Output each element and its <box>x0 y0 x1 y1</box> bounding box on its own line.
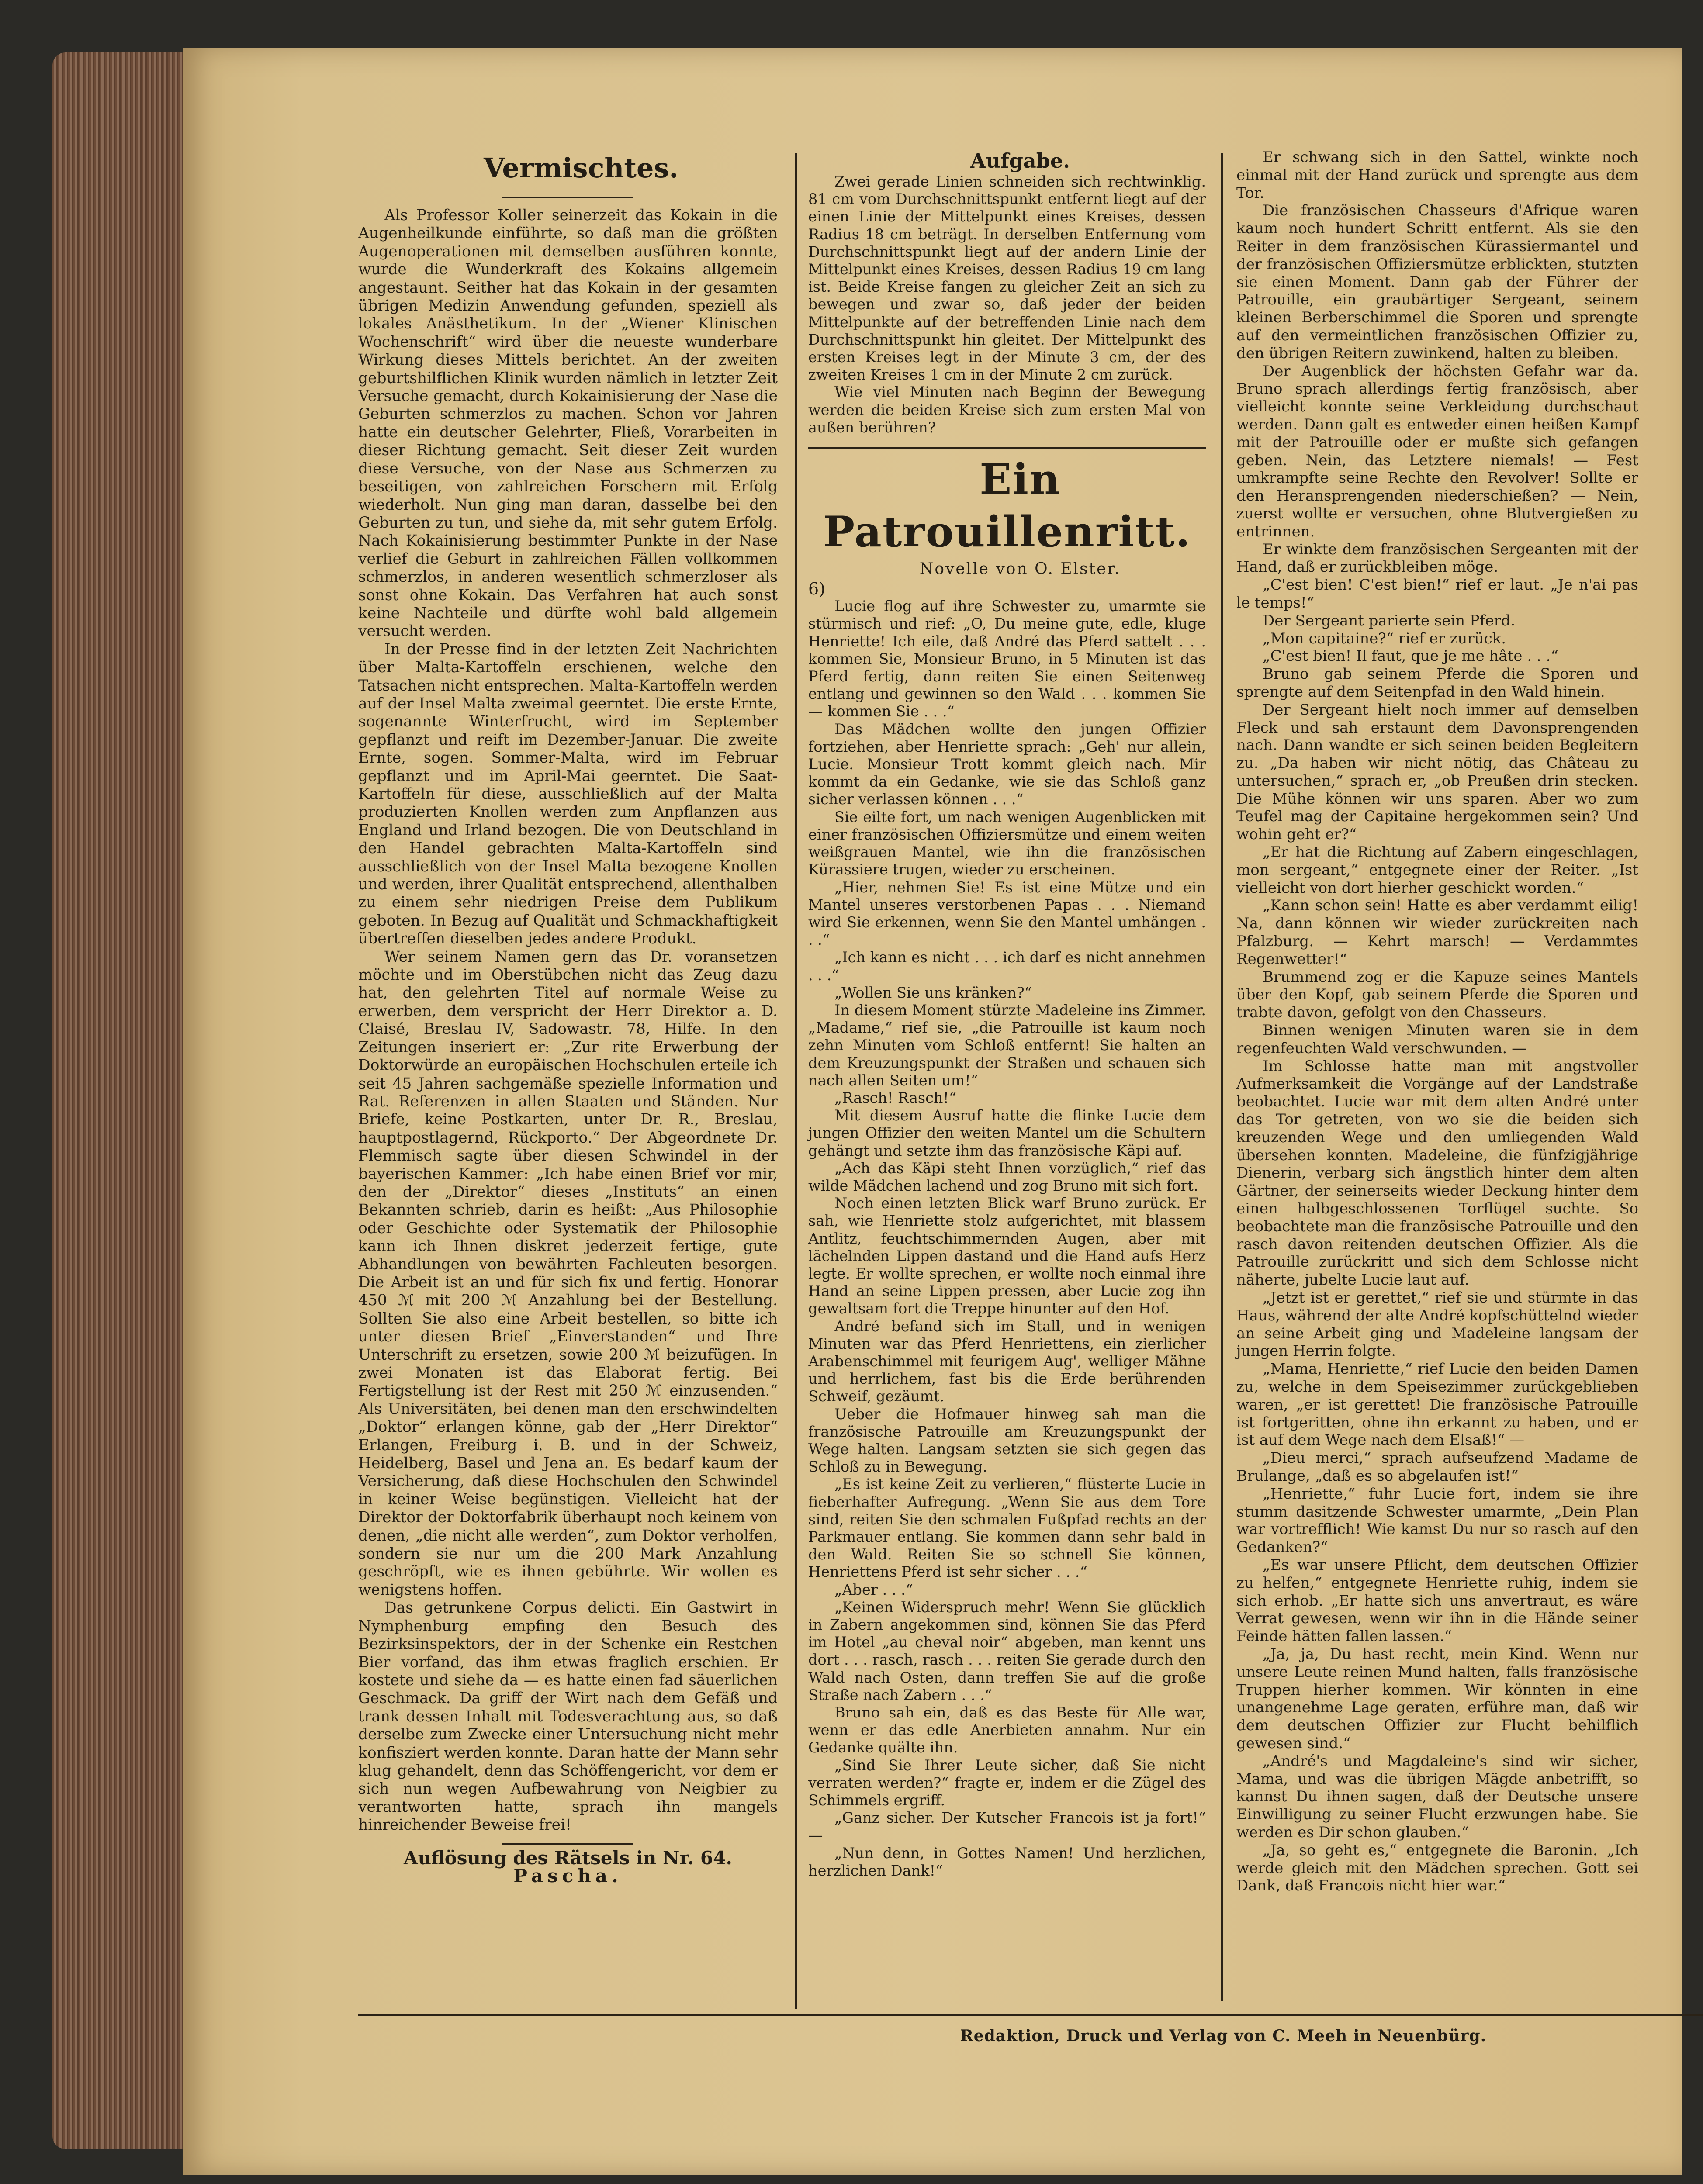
aufgabe-question: Wie viel Minuten nach Beginn der Bewegung werden die beiden Kreise sich zum ersten Mal von außen berühren? <box>808 384 1206 436</box>
novel-paragraph: Ueber die Hofmauer hinweg sah man die französische Patrouille am Kreuzungspunkt der Wege halten. Langsam setzten sie sich gegen das Schloß zu in Bewegung. <box>808 1405 1206 1476</box>
novel-paragraph: „Keinen Widerspruch mehr! Wenn Sie glücklich in Zabern angekommen sind, können Sie das Pferd im Hotel „au cheval noir“ abgeben, man kennt uns dort . . . rasch, rasch . . . reiten Sie gerade durch den Wald nach Osten, dann treffen Sie auf die große Straße nach Zabern . . .“ <box>808 1598 1206 1704</box>
novel-paragraph: Bruno sah ein, daß es das Beste für Alle war, wenn er das edle Anerbieten annahm. Nur ein Gedanke quälte ihn. <box>808 1704 1206 1756</box>
riddle-solution-answer: Pascha. <box>513 1865 623 1887</box>
novel-paragraph: Brummend zog er die Kapuze seines Mantels über den Kopf, gab seinem Pferde die Sporen und trabte davon, gefolgt von den Chasseurs. <box>1236 968 1638 1022</box>
novel-subtitle: Novelle von O. Elster. <box>919 560 1121 578</box>
novel-paragraph: Der Sergeant hielt noch immer auf demselben Fleck und sah erstaunt dem Davonsprengenden nach. Dann wandte er sich seinen beiden Begleitern zu. „Da haben wir nicht nötig, das Château zu untersuchen,“ sprach er, „ob Preußen drin stecken. Die Mühe können wir uns sparen. Aber wo zum Teufel mag der Capitaine hergekommen sein? Und wohin geht er?“ <box>1236 701 1638 843</box>
novel-paragraph: Die französischen Chasseurs d'Afrique waren kaum noch hundert Schritt entfernt. Als sie den Reiter in dem französischen Kürassiermantel und der französischen Offiziersmütze erblickten, stutzten sie einen Moment. Dann gab der Führer der Patrouille, ein graubärtiger Sergeant, seinem kleinen Berberschimmel die Sporen und sprengte auf den vermeintlichen französischen Offizier zu, den übrigen Reitern zuwinkend, halten zu bleiben. <box>1236 202 1638 362</box>
article-corpus-delicti: Das getrunkene Corpus delicti. Ein Gastwirt in Nymphenburg empfing den Besuch des Bezirksinspektors, der in der Schenke ein Restchen Bier vorfand, das ihm etwas fraglich erschien. Er kostete und siehe da — es hatte einen fad säuerlichen Geschmack. Da griff der Wirt nach dem Gefäß und trank dessen Inhalt mit Todesverachtung aus, so daß derselbe zum Zwecke einer Untersuchung nicht mehr konfisziert werden konnte. Daran hatte der Mann sehr klug gehandelt, denn das Schöffengericht, vor dem er sich nun wegen Aufbewahrung von Neigbier zu verantworten hatte, sprach ihn mangels hinreichender Beweise frei! <box>358 1599 778 1834</box>
novel-paragraph: „Hier, nehmen Sie! Es ist eine Mütze und ein Mantel unseres verstorbenen Papas . . . Niemand wird Sie erkennen, wenn Sie den Mantel umhängen . . .“ <box>808 878 1206 949</box>
novel-paragraph: Das Mädchen wollte den jungen Offizier fortziehen, aber Henriette sprach: „Geh' nur allein, Lucie. Monsieur Trott kommt gleich nach. Mir kommt da ein Gedanke, wie sie das Schloß ganz sicher verlassen können . . .“ <box>808 720 1206 808</box>
novel-paragraph: „Jetzt ist er gerettet,“ rief sie und stürmte in das Haus, während der alte André kopfschüttelnd wieder an seine Arbeit ging und Madeleine langsam der jungen Herrin folgte. <box>1236 1289 1638 1360</box>
bottom-rule <box>358 2014 1703 2016</box>
novel-paragraph: „C'est bien! Il faut, que je me hâte . . .“ <box>1263 647 1558 665</box>
column-vermischtes <box>358 149 778 1885</box>
solution-rule <box>502 1843 633 1845</box>
novel-paragraph: „Ach das Käpi steht Ihnen vorzüglich,“ rief das wilde Mädchen lachend und zog Bruno mit sich fort. <box>808 1159 1206 1194</box>
novel-installment: 6) <box>808 579 826 599</box>
article-kokain: Als Professor Koller seinerzeit das Kokain in die Augenheilkunde einführte, so daß man die größten Augenoperationen mit demselben ausführen konnte, wurde die Wunderkraft des Kokains allgemein angestaunt. Seither hat das Kokain in der gesamten übrigen Medizin Anwendung gefunden, speziell als lokales Anästhetikum. In der „Wiener Klinischen Wochenschrift“ wird über die neueste wunderbare Wirkung dieses Mittels berichtet. An der zweiten geburtshilflichen Klinik wurden nämlich in letzter Zeit Versuche gemacht, durch Kokainisierung der Nase die Geburten schmerzlos zu machen. Schon vor Jahren hatte ein deutscher Gelehrter, Fließ, Vorarbeiten in dieser Richtung gemacht. Seit dieser Zeit wurden diese Versuche, von der Nase aus Schmerzen zu beseitigen, von zahlreichen Forschern mit Erfolg wiederholt. Nun ging man daran, dasselbe bei den Geburten zu tun, und siehe da, mit sehr gutem Erfolg. Nach Kokainisierung bestimmter Punkte in der Nase verlief die Geburt in zahlreichen Fällen vollkommen schmerzlos, in anderen wesentlich schmerzloser als sonst ohne Kokain. Das Verfahren hat auch sonst keine Nachteile und dürfte wohl bald allgemein versucht werden. <box>358 207 778 640</box>
novel-paragraph: „Henriette,“ fuhr Lucie fort, indem sie ihre stumm dasitzende Schwester umarmte, „Dein Plan war vortrefflich! Wie kamst Du nur so rasch auf den Gedanken?“ <box>1236 1485 1638 1556</box>
novel-paragraph: Der Augenblick der höchsten Gefahr war da. Bruno sprach allerdings fertig französisch, aber vielleicht konnte seine Verkleidung durchschaut werden. Dann galt es entweder einen heißen Kampf mit der Patrouille oder er mußte sich gefangen geben. Nein, das Letztere niemals! — Fest umkrampfte seine Rechte den Revolver! Sollte er den Heransprengenden niederschießen? — Nein, zuerst wollte er versuchen, ohne Blutvergießen zu entrinnen. <box>1236 362 1638 540</box>
riddle-solution-title: Auflösung des Rätsels in Nr. 64. <box>404 1847 732 1869</box>
novel-paragraph: „Ja, ja, Du hast recht, mein Kind. Wenn nur unsere Leute reinen Mund halten, falls französische Truppen hierher kommen. Wir könnten in eine unangenehme Lage geraten, erführe man, daß wir dem deutschen Offizier zur Flucht behilflich gewesen sind.“ <box>1236 1645 1638 1752</box>
novel-paragraph: „Rasch! Rasch!“ <box>834 1089 957 1106</box>
heading-aufgabe: Aufgabe. <box>970 149 1070 173</box>
novel-paragraph: Er winkte dem französischen Sergeanten mit der Hand, daß er zurückbleiben möge. <box>1236 540 1638 576</box>
novel-paragraph: „Es ist keine Zeit zu verlieren,“ flüsterte Lucie in fieberhafter Aufregung. „Wenn Sie aus dem Tore sind, reiten Sie den schmalen Fußpfad rechts an der Parkmauer entlang. Sie kommen dann sehr bald in den Wald. Reiten Sie so schnell Sie können, Henriettens Pferd ist sehr sicher . . .“ <box>808 1476 1206 1581</box>
novel-paragraph: Binnen wenigen Minuten waren sie in dem regenfeuchten Wald verschwunden. — <box>1236 1022 1638 1057</box>
novel-paragraph: „C'est bien! C'est bien!“ rief er laut. „Je n'ai pas le temps!“ <box>1236 576 1638 612</box>
novel-paragraph: „Wollen Sie uns kränken?“ <box>834 984 1032 1001</box>
novel-paragraph: „Ich kann es nicht . . . ich darf es nicht annehmen . . .“ <box>808 949 1206 984</box>
column-divider-right <box>1221 153 1223 2001</box>
novel-paragraph: Der Sergeant parierte sein Pferd. <box>1263 612 1516 629</box>
novel-top-rule <box>808 447 1206 449</box>
aufgabe-text: Zwei gerade Linien schneiden sich rechtwinklig. 81 cm vom Durchschnittspunkt entfernt liegt auf der einen Linie der Mittelpunkt eines Kreises, dessen Radius 18 cm beträgt. In derselben Entfernung vom Durchschnittspunkt liegt auf der andern Linie der Mittelpunkt eines Kreises, dessen Radius 19 cm lang ist. Beide Kreise fangen zu gleicher Zeit an sich zu bewegen und zwar so, daß jeder der beiden Mittelpunkte auf der betreffenden Linie nach dem Durchschnittspunkt hin gleitet. Der Mittelpunkt des ersten Kreises legt in der Minute 3 cm, der des zweiten Kreises 1 cm in der Minute 2 cm zurück. <box>808 173 1206 384</box>
novel-title: Ein Patrouillenritt. <box>823 455 1191 557</box>
novel-paragraph: Mit diesem Ausruf hatte die flinke Lucie dem jungen Offizier den weiten Mantel um die Schultern gehängt und setzte ihm das französische Käpi auf. <box>808 1107 1206 1159</box>
novel-paragraph: Bruno gab seinem Pferde die Sporen und sprengte auf dem Seitenpfad in den Wald hinein. <box>1236 665 1638 701</box>
publisher-imprint: Redaktion, Druck und Verlag von C. Meeh in Neuenbürg. <box>960 2027 1487 2045</box>
novel-paragraph: André befand sich im Stall, und in wenigen Minuten war das Pferd Henriettens, ein zierlicher Arabenschimmel mit feurigem Aug', welliger Mähne und herrlichem, fast bis die Erde berührenden Schweif, gezäumt. <box>808 1317 1206 1405</box>
novel-paragraph: „Mama, Henriette,“ rief Lucie den beiden Damen zu, welche in dem Speisezimmer zurückgeblieben waren, „er ist gerettet! Die französische Patrouille ist fortgeritten, ohne ihn erkannt zu haben, und er ist auf dem Wege nach dem Elsaß!“ — <box>1236 1360 1638 1449</box>
novel-paragraph: „Mon capitaine?“ rief er zurück. <box>1263 629 1506 647</box>
column-aufgabe-novelle <box>808 149 1206 1880</box>
novel-paragraph: „Sind Sie Ihrer Leute sicher, daß Sie nicht verraten werden?“ fragte er, indem er die Zügel des Schimmels ergriff. <box>808 1756 1206 1809</box>
novel-paragraph: „André's und Magdaleine's sind wir sicher, Mama, und was die übrigen Mägde anbetrifft, so kannst Du ihnen sagen, daß der Deutsche unsere Einwilligung zu seiner Flucht erzwungen habe. Sie werden es Dir schon glauben.“ <box>1236 1752 1638 1841</box>
novel-paragraph: Noch einen letzten Blick warf Bruno zurück. Er sah, wie Henriette stolz aufgerichtet, mit blassem Antlitz, feuchtschimmernden Augen, aber mit lächelnden Lippen dastand und die Hand aufs Herz legte. Er wollte sprechen, er wollte noch einmal ihre Hand an seine Lippen pressen, aber Lucie zog ihn gewaltsam fort die Treppe hinunter auf den Hof. <box>808 1195 1206 1317</box>
heading-rule <box>502 197 633 198</box>
column-divider-left <box>795 153 797 2009</box>
novel-paragraph: „Ja, so geht es,“ entgegnete die Baronin. „Ich werde gleich mit den Mädchen sprechen. Gott sei Dank, daß Francois nicht hier war.“ <box>1236 1841 1638 1895</box>
novel-paragraph: Lucie flog auf ihre Schwester zu, umarmte sie stürmisch und rief: „O, Du meine gute, edle, kluge Henriette! Ich eile, daß André das Pferd sattelt . . . kommen Sie, Monsieur Bruno, in 5 Minuten ist das Pferd fertig, dann reiten Sie einen Seitenweg entlang und gewinnen so den Wald . . . kommen Sie — kommen Sie . . .“ <box>808 598 1206 720</box>
novel-paragraph: „Nun denn, in Gottes Namen! Und herzlichen, herzlichen Dank!“ <box>808 1844 1206 1879</box>
column-novelle-continued <box>1236 149 1638 1895</box>
article-doktortitel: Wer seinem Namen gern das Dr. voransetzen möchte und im Oberstübchen nicht das Zeug dazu hat, den gelehrten Titel auf normale Weise zu erwerben, dem verspricht der Herr Direktor a. D. Claisé, Breslau IV, Sadowastr. 78, Hilfe. In den Zeitungen inseriert er: „Zur rite Erwerbung der Doktorwürde an europäischen Hochschulen erteile ich seit 45 Jahren sachgemäße spezielle Information und Rat. Referenzen in allen Staaten und Ständen. Nur Briefe, keine Postkarten, unter Dr. R., Breslau, hauptpostlagernd, Rückporto.“ Der Abgeordnete Dr. Flemmisch sagte über diesen Schwindel in der bayerischen Kammer: „Ich habe einen Brief vor mir, den der „Direktor“ dieses „Instituts“ an einen Bekannten schrieb, darin es heißt: „Aus Philosophie oder Geschichte oder Systematik der Philosophie kann ich Ihnen diskret jederzeit fertige, gute Abhandlungen von bewährten Fachleuten besorgen. Die Arbeit ist an und für sich fix und fertig. Honorar 450 ℳ mit 200 ℳ Anzahlung bei der Bestellung. Sollten Sie also eine Arbeit bestellen, so bitte ich unter diesen Brief „Einverstanden“ und Ihre Unterschrift zu ersetzen, sowie 200 ℳ beizufügen. In zwei Monaten ist das Elaborat fertig. Bei Fertigstellung ist der Rest mit 250 ℳ einzusenden.“ Als Universitäten, bei denen man den erschwindelten „Doktor“ erlangen könne, gab der „Herr Direktor“ Erlangen, Freiburg i. B. und in der Schweiz, Heidelberg, Basel und Jena an. Es bedarf kaum der Versicherung, daß diese Hochschulen den Schwindel in keiner Weise begünstigen. Vielleicht hat der Direktor der Doktorfabrik überhaupt noch keinem von denen, „die nicht alle werden“, zum Doktor verholfen, sondern sie nur um die 200 Mark Anzahlung geschröpft, wie es ihnen gebührte. Wir wollen es wenigstens hoffen. <box>358 948 778 1599</box>
novel-paragraph: Sie eilte fort, um nach wenigen Augenblicken mit einer französischen Offiziersmütze und einem weiten weißgrauen Mantel, wie ihn die französischen Kürassiere trugen, wieder zu erscheinen. <box>808 808 1206 878</box>
newspaper-page <box>183 48 1682 2175</box>
novel-paragraph: „Kann schon sein! Hatte es aber verdammt eilig! Na, dann können wir wieder zurückreiten nach Pfalzburg. — Kehrt marsch! — Verdammtes Regenwetter!“ <box>1236 897 1638 968</box>
novel-paragraph: In diesem Moment stürzte Madeleine ins Zimmer. „Madame,“ rief sie, „die Patrouille ist kaum noch zehn Minuten vom Schloß entfernt! Sie halten an dem Kreuzungspunkt der Straßen und schauen sich nach allen Seiten um!“ <box>808 1001 1206 1089</box>
novel-paragraph: „Dieu merci,“ sprach aufseufzend Madame de Brulange, „daß es so abgelaufen ist!“ <box>1236 1449 1638 1485</box>
novel-paragraph: Im Schlosse hatte man mit angstvoller Aufmerksamkeit die Vorgänge auf der Landstraße beobachtet. Lucie war mit dem alten André unter das Tor getreten, von wo sie die beiden sich kreuzenden Wege und den umliegenden Wald übersehen konnten. Madeleine, die fünfzigjährige Dienerin, verbarg sich ängstlich hinter dem alten Gärtner, der seinerseits wieder Deckung hinter dem einen halbgeschlossenen Torflügel suchte. So beobachtete man die französische Patrouille und den rasch davon reitenden deutschen Offizier. Als die Patrouille zurückritt und sich dem Schlosse nicht näherte, jubelte Lucie laut auf. <box>1236 1057 1638 1289</box>
novel-paragraph: Er schwang sich in den Sattel, winkte noch einmal mit der Hand zurück und sprengte aus dem Tor. <box>1236 149 1638 202</box>
book-page-edges <box>52 52 183 2149</box>
heading-vermischtes: Vermischtes. <box>484 152 678 184</box>
novel-paragraph: „Aber . . .“ <box>834 1581 913 1598</box>
article-malta-kartoffeln: In der Presse find in der letzten Zeit Nachrichten über Malta-Kartoffeln erschienen, welche den Tatsachen nicht entsprechen. Malta-Kartoffeln werden auf der Insel Malta zweimal geerntet. Die erste Ernte, sogenannte Winterfrucht, wird im September gepflanzt und reift im Dezember-Januar. Die zweite Ernte, sogen. Sommer-Malta, wird im Februar gepflanzt und im April-Mai geerntet. Die Saat-Kartoffeln für diese, ausschließlich auf der Malta produzierten Knollen werden zum Anpflanzen aus England und Irland bezogen. Die von Deutschland in den Handel gebrachten Malta-Kartoffeln sind ausschließlich von der Insel Malta bezogene Knollen und werden, ihrer Qualität entsprechend, allenthalben zu einem sehr niedrigen Preise dem Publikum geboten. In Bezug auf Qualität und Schmackhaftigkeit übertreffen dieselben jedes andere Produkt. <box>358 640 778 948</box>
novel-paragraph: „Ganz sicher. Der Kutscher Francois ist ja fort!“ — <box>808 1809 1206 1844</box>
novel-paragraph: „Er hat die Richtung auf Zabern eingeschlagen, mon sergeant,“ entgegnete einer der Reiter. „Ist vielleicht von dort hierher geschickt worden.“ <box>1236 843 1638 897</box>
novel-paragraph: „Es war unsere Pflicht, dem deutschen Offizier zu helfen,“ entgegnete Henriette ruhig, indem sie sich erhob. „Er hatte sich uns anvertraut, es wäre Verrat gewesen, wenn wir ihn in die Hände seiner Feinde hätten fallen lassen.“ <box>1236 1556 1638 1645</box>
